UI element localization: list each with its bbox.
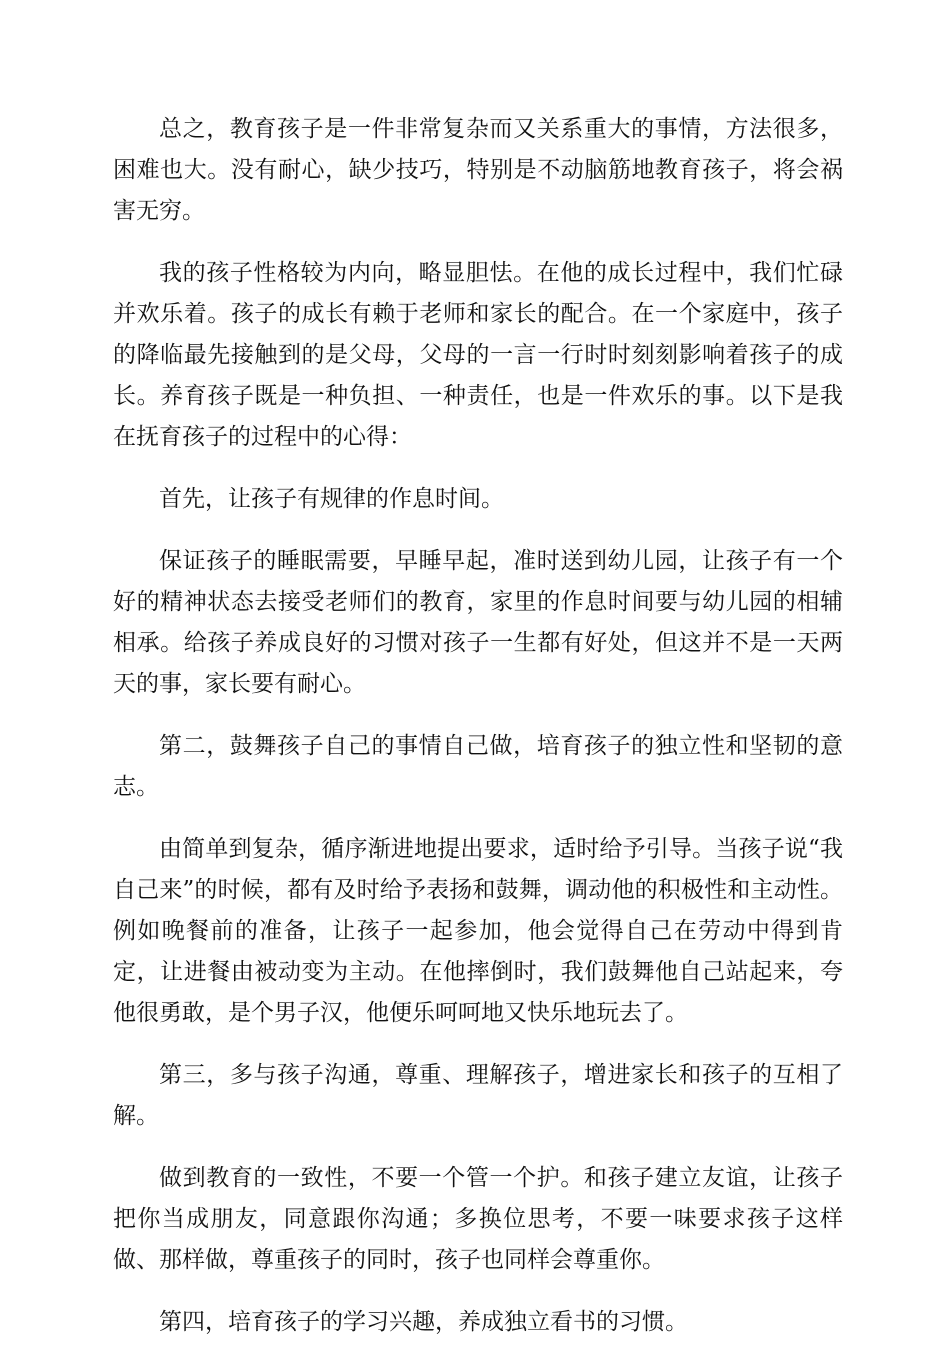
paragraph-heading-third: 第三，多与孩子沟通，尊重、理解孩子，增进家长和孩子的互相了解。: [113, 1062, 843, 1129]
paragraph-sleep-schedule: 保证孩子的睡眠需要，早睡早起，准时送到幼儿园，让孩子有一个好的精神状态去接受老师们的教育，家里的作息时间要与幼儿园的相辅相承。给孩子养成良好的习惯对孩子一生都有好处，但这并不是一天两天的事，家长要有耐心。: [113, 548, 843, 697]
document-body: [113, 109, 843, 1364]
paragraph-heading-second: 第二，鼓舞孩子自己的事情自己做，培育孩子的独立性和坚韧的意志。: [113, 733, 843, 800]
paragraph-introduction: 我的孩子性格较为内向，略显胆怯。在他的成长过程中，我们忙碌并欢乐着。孩子的成长有赖于老师和家长的配合。在一个家庭中，孩子的降临最先接触到的是父母，父母的一言一行时时刻刻影响着孩子的成长。养育孩子既是一种负担、一种责任，也是一件欢乐的事。以下是我在抚育孩子的过程中的心得：: [113, 260, 843, 450]
paragraph-heading-first: 首先，让孩子有规律的作息时间。: [159, 486, 504, 512]
paragraph-communication: 做到教育的一致性，不要一个管一个护。和孩子建立友谊，让孩子把你当成朋友，同意跟你沟通；多换位思考，不要一味要求孩子这样做、那样做，尊重孩子的同时，孩子也同样会尊重你。: [113, 1165, 843, 1273]
paragraph-independence: 由简单到复杂，循序渐进地提出要求，适时给予引导。当孩子说“我自己来”的时候，都有及时给予表扬和鼓舞，调动他的积极性和主动性。例如晚餐前的准备，让孩子一起参加，他会觉得自己在劳动中得到肯定，让进餐由被动变为主动。在他摔倒时，我们鼓舞他自己站起来，夸他很勇敢，是个男子汉，他便乐呵呵地又快乐地玩去了。: [113, 836, 843, 1026]
paragraph-summary: 总之，教育孩子是一件非常复杂而又关系重大的事情，方法很多，困难也大。没有耐心，缺少技巧，特别是不动脑筋地教育孩子，将会祸害无穷。: [113, 116, 843, 224]
paragraph-heading-fourth: 第四，培育孩子的学习兴趣，养成独立看书的习惯。: [159, 1309, 688, 1335]
